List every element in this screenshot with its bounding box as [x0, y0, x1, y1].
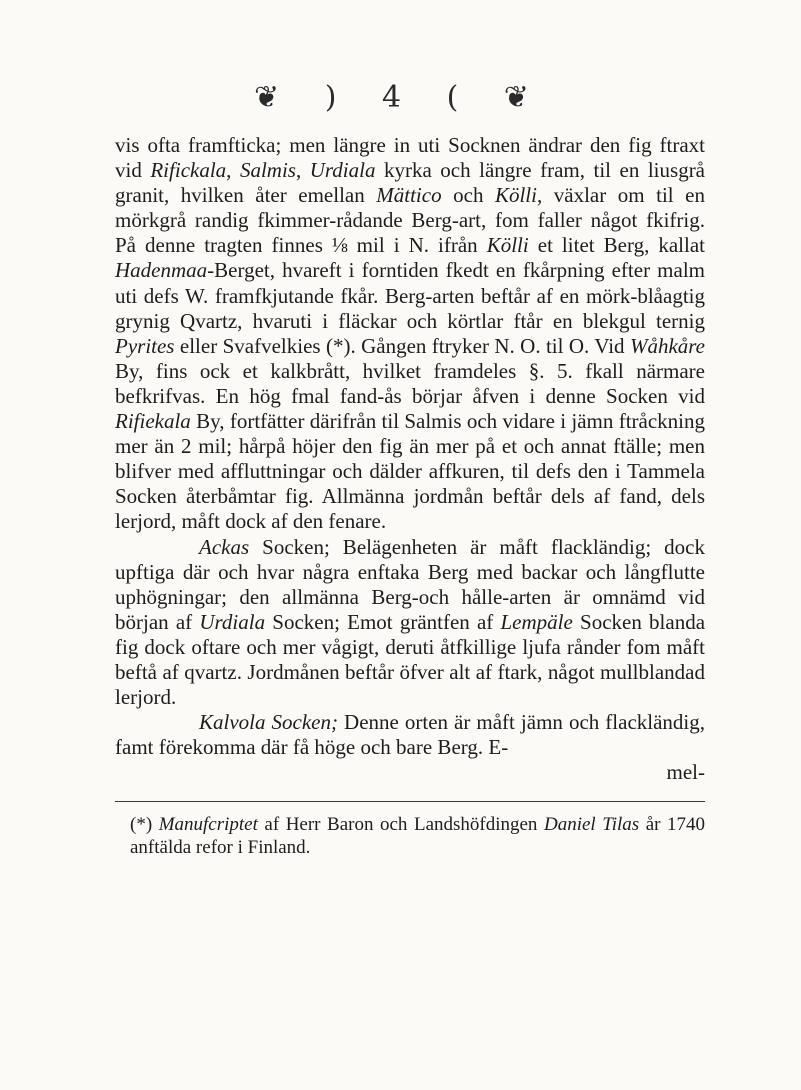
- place-name: Urdiala: [199, 609, 266, 634]
- text-run: vis ofta framfticka; men längre in uti Socknen ändrar den fig ftraxt vid: [115, 133, 705, 183]
- place-name: Kölli: [494, 183, 537, 208]
- place-name: Urdiala: [309, 158, 376, 183]
- text-run: och: [441, 183, 495, 208]
- footnote-mark: (*): [130, 814, 159, 835]
- text-run: ,: [226, 158, 240, 183]
- footnote-rule: [115, 801, 705, 802]
- footnote-person-name: Daniel Tilas: [543, 814, 640, 835]
- text-run: et litet Berg, kallat: [528, 233, 705, 258]
- place-name: Mättico: [376, 183, 442, 208]
- footnote-spacer: [130, 803, 705, 813]
- paragraph-3: [115, 710, 705, 760]
- mineral-name: Pyrites: [115, 333, 175, 358]
- text-run: Socken; Emot gräntfen af: [265, 609, 501, 634]
- page-header-ornament: ❦ ) 4 ( ❦: [254, 80, 547, 115]
- text-run: Socken; Belägenheten är måft flackländig; dock upftiga där och hvar några enftaka Berg med backar och långflutte uphögningar; den allmänna Berg-och hålle-arten är omnämd vid början af: [115, 534, 705, 634]
- footnote: [130, 803, 705, 859]
- footnote-text: år 1740 anftälda refor i Finland.: [130, 814, 706, 858]
- text-run: By, fortfätter därifrån til Salmis och vidare i jämn ftråckning mer än 2 mil; hårpå höjer den fig än mer på et och annat ftälle; men blifver med affluttningar och dälder affkuren, til defs den i Tammela Socken återbåmtar fig. Allmänna jordmån beftår dels af fand, dels lerjord, måft dock af den fenare.: [115, 409, 705, 534]
- text-run: By, fins ock et kalkbrått, hvilket framdeles §. 5. fkall närmare befkrifvas. En hög fmal fand-ås börjar åfven i denne Socken vid: [115, 358, 705, 408]
- place-name: Rifiekala: [115, 409, 191, 434]
- place-name: Rifickala: [150, 158, 227, 183]
- place-name: Hadenmaa: [115, 258, 208, 283]
- main-text-block: [115, 133, 705, 785]
- footnote-italic: Manufcriptet: [158, 814, 258, 835]
- paragraph-1: [115, 133, 705, 535]
- text-run: kyrka och längre fram, til en liusgrå granit, hvilken åter emellan: [115, 158, 706, 208]
- text-run: eller Svafvelkies (*). Gången ftryker N. O. til O. Vid: [174, 333, 630, 358]
- text-run: ,: [295, 158, 310, 183]
- parish-name: Kalvola Socken;: [199, 710, 338, 735]
- text-run: -Berget, hvareft i forntiden fkedt en fkårpning efter malm uti defs W. framfkjutande fkår. Berg-arten beftår af en mörk-blåagtig grynig Qvartz, hvaruti i fläckar och körtlar ftår en blekgul ternig: [115, 258, 705, 333]
- text-run: , växlar om til en mörkgrå randig fkimmer-rådande Berg-art, fom faller något fkifrig. På denne tragten finnes ⅛ mil i N. ifrån: [115, 183, 705, 258]
- parish-name: Ackas: [199, 534, 250, 559]
- text-run: Socken blanda fig dock oftare och mer vågigt, deruti åtfkillige ljufa rånder fom måft beftå af qvartz. Jordmånen beftår öfver alt af ftark, något mullblandad lerjord.: [115, 609, 706, 710]
- place-name: Wåhkåre: [629, 333, 705, 358]
- place-name: Salmis: [239, 158, 296, 183]
- footnote-text: af Herr Baron och Landshöfdingen: [257, 814, 544, 835]
- paragraph-2: [115, 535, 705, 711]
- place-name: Lempäle: [500, 609, 573, 634]
- text-run: Denne orten är måft jämn och flackländig, famt förekomma där få höge och bare Berg. E-: [115, 710, 706, 760]
- place-name: Kölli: [486, 233, 529, 258]
- catchword: mel-: [666, 760, 705, 785]
